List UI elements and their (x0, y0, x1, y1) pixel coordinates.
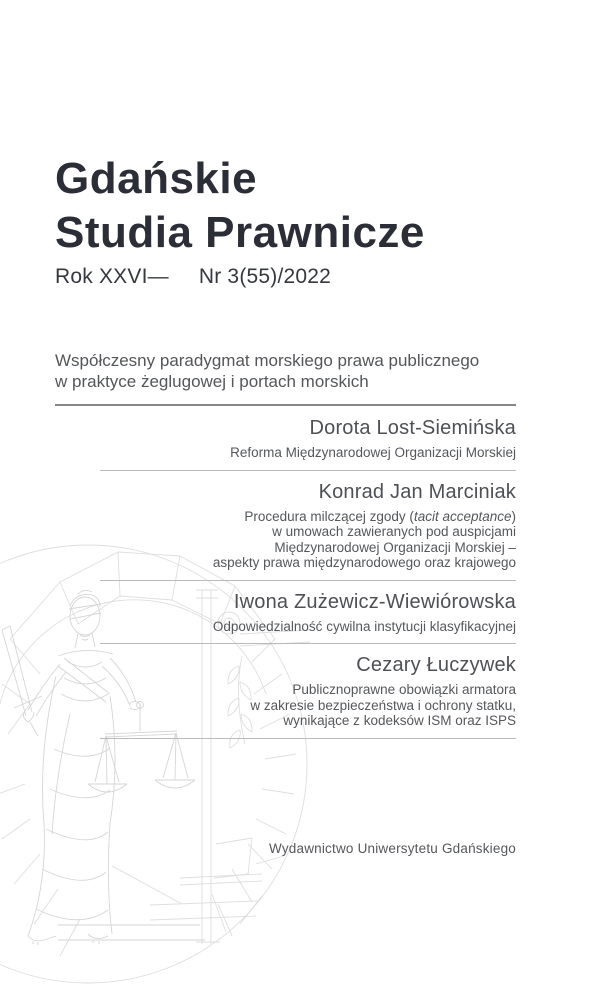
article-author: Iwona Zużewicz-Wiewiórowska (233, 590, 516, 613)
article-title (100, 509, 516, 571)
article-author: Konrad Jan Marciniak (318, 480, 516, 503)
issue-theme (55, 350, 516, 392)
article-title (100, 445, 516, 461)
article-title-line: Międzynarodowej Organizacji Morskiej – (274, 539, 516, 555)
article-author: Cezary Łuczywek (356, 654, 516, 676)
publisher-imprint: Wydawnictwo Uniwersytetu Gdańskiego (269, 841, 516, 856)
theme-divider-rule (55, 404, 516, 406)
issue-number: Nr 3(55)/2022 (198, 265, 332, 288)
article-title-line: w zakresie bezpieczeństwa i ochrony statku, (250, 697, 516, 713)
journal-title-line1: Gdańskie (55, 154, 258, 203)
issue-theme-line1: Współczesny paradygmat morskiego prawa publicznego (55, 351, 480, 370)
table-of-contents (100, 407, 516, 739)
italic-phrase: tacit acceptance (413, 508, 512, 524)
article-title-line: Reforma Międzynarodowej Organizacji Morskiej (230, 445, 516, 460)
volume-year: Rok XXVI— (55, 265, 169, 288)
article-title-line: aspekty prawa międzynarodowego oraz krajowego (212, 555, 516, 570)
article-title-line: Odpowiedzialność cywilna instytucji klasyfikacyjnej (212, 618, 516, 634)
issue-theme-line2: w praktyce żeglugowej i portach morskich (55, 372, 369, 391)
masthead (55, 152, 425, 260)
article-title-line: Procedura milczącej zgody (tacit acceptance) (244, 508, 516, 524)
journal-title (55, 152, 425, 260)
issue-line (55, 265, 331, 289)
toc-entry (100, 581, 516, 645)
toc-entry (100, 471, 516, 581)
article-title-line: w umowach zawieranych pod auspicjami (272, 524, 516, 539)
journal-title-line2: Studia Prawnicze (55, 208, 425, 257)
article-title (100, 682, 516, 729)
article-author: Dorota Lost-Siemińska (309, 417, 516, 439)
article-title-line: Publicznoprawne obowiązki armatora (292, 682, 516, 697)
article-title-line: wynikające z kodeksów ISM oraz ISPS (283, 713, 516, 728)
toc-entry (100, 644, 516, 739)
toc-entry (100, 407, 516, 471)
article-title (100, 619, 516, 635)
